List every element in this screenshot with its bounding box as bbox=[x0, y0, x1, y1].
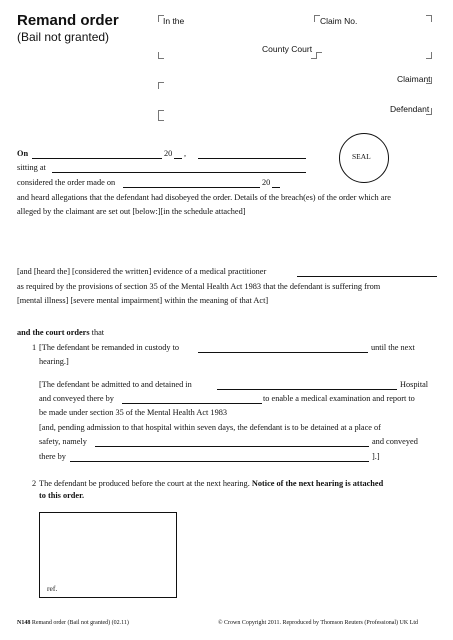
ref-label: ref. bbox=[47, 584, 58, 593]
order-year-field[interactable] bbox=[272, 187, 280, 188]
field-corner-mark bbox=[158, 52, 164, 59]
form-title: Remand order bbox=[17, 12, 119, 29]
conveyed-by-text: and conveyed there by bbox=[39, 394, 114, 403]
year-prefix: 20 bbox=[164, 149, 173, 158]
evidence-line1: [and [heard the] [considered the written] evidence of a medical practitioner bbox=[17, 267, 267, 276]
date-day-field[interactable] bbox=[32, 158, 162, 159]
in-the-label: In the bbox=[163, 16, 185, 26]
orders-heading-rest: that bbox=[89, 328, 105, 337]
form-code: N148 bbox=[17, 620, 31, 626]
medical-exam-text: to enable a medical examination and report to bbox=[263, 394, 415, 403]
claim-no-label: Claim No. bbox=[320, 16, 358, 26]
claimant-label: Claimant bbox=[397, 74, 431, 84]
year-suffix-field[interactable] bbox=[174, 158, 182, 159]
form-subtitle: (Bail not granted) bbox=[17, 30, 110, 44]
hospital-admit-text: [The defendant be admitted to and detained in bbox=[39, 380, 192, 389]
field-corner-mark bbox=[314, 15, 320, 22]
comma-separator: , bbox=[184, 149, 187, 158]
place-of-safety-field[interactable] bbox=[95, 446, 369, 447]
order-item-2-bold-line2: to this order. bbox=[39, 491, 85, 500]
order-item-2-plain: The defendant be produced before the court at the next hearing. bbox=[39, 479, 252, 488]
hospital-label: Hospital bbox=[400, 380, 429, 389]
order-item-1-hearing: hearing.] bbox=[39, 357, 69, 366]
field-corner-mark bbox=[316, 52, 322, 59]
judge-name-field[interactable] bbox=[198, 158, 306, 159]
order-item-2-bold: Notice of the next hearing is attached bbox=[251, 479, 384, 488]
order-item-1-number: 1 bbox=[32, 343, 37, 352]
safety-namely-text: safety, namely bbox=[39, 437, 87, 446]
form-name: Remand order (Bail not granted) (02.11) bbox=[31, 620, 129, 626]
there-by-text: there by bbox=[39, 452, 66, 461]
field-corner-mark bbox=[158, 114, 164, 121]
close-bracket-text: ].] bbox=[372, 452, 380, 461]
heard-allegations-line2: alleged by the claimant are set out [below:][in the schedule attached] bbox=[17, 207, 246, 216]
field-corner-mark bbox=[426, 15, 432, 22]
reference-box[interactable] bbox=[39, 512, 177, 598]
sitting-at-field[interactable] bbox=[52, 172, 306, 173]
heard-allegations-line1: and heard allegations that the defendant had disobeyed the order. Details of the breach(es) of the order which are bbox=[17, 193, 391, 202]
section35-text: be made under section 35 of the Mental Health Act 1983 bbox=[39, 408, 228, 417]
order-date-field[interactable] bbox=[123, 187, 260, 188]
hospital-name-field[interactable] bbox=[217, 389, 397, 390]
order-item-2-text bbox=[39, 479, 383, 489]
field-corner-mark bbox=[426, 108, 432, 115]
place-of-safety-text: [and, pending admission to that hospital within seven days, the defendant is to be detained at a place of bbox=[39, 423, 381, 432]
order-item-1-until: until the next bbox=[371, 343, 415, 352]
defendant-label: Defendant bbox=[390, 104, 430, 114]
county-court-label: County Court bbox=[262, 44, 313, 54]
there-by-field[interactable] bbox=[70, 461, 369, 462]
order-item-2-number: 2 bbox=[32, 479, 37, 488]
field-corner-mark bbox=[158, 82, 164, 89]
orders-heading-bold: and the court orders bbox=[17, 328, 90, 337]
evidence-line3: [mental illness] [severe mental impairment] within the meaning of that Act] bbox=[17, 296, 269, 305]
medical-practitioner-field[interactable] bbox=[297, 276, 437, 277]
field-corner-mark bbox=[426, 77, 432, 84]
seal-label: SEAL bbox=[352, 152, 371, 161]
evidence-line2: as required by the provisions of section 35 of the Mental Health Act 1983 that the defendant is suffering from bbox=[17, 282, 381, 291]
year-prefix-2: 20 bbox=[262, 178, 271, 187]
remand-location-field[interactable] bbox=[198, 352, 368, 353]
conveyed-by-field[interactable] bbox=[122, 403, 262, 404]
sitting-at-label: sitting at bbox=[17, 163, 46, 172]
orders-heading bbox=[17, 328, 104, 338]
footer-form-id bbox=[17, 620, 129, 626]
on-label: On bbox=[17, 149, 29, 158]
order-item-1-text: [The defendant be remanded in custody to bbox=[39, 343, 180, 352]
field-corner-mark bbox=[426, 52, 432, 59]
footer-copyright: © Crown Copyright 2011. Reproduced by Thomson Reuters (Professional) UK Ltd bbox=[218, 620, 419, 626]
and-conveyed-text: and conveyed bbox=[372, 437, 418, 446]
considered-label: considered the order made on bbox=[17, 178, 116, 187]
